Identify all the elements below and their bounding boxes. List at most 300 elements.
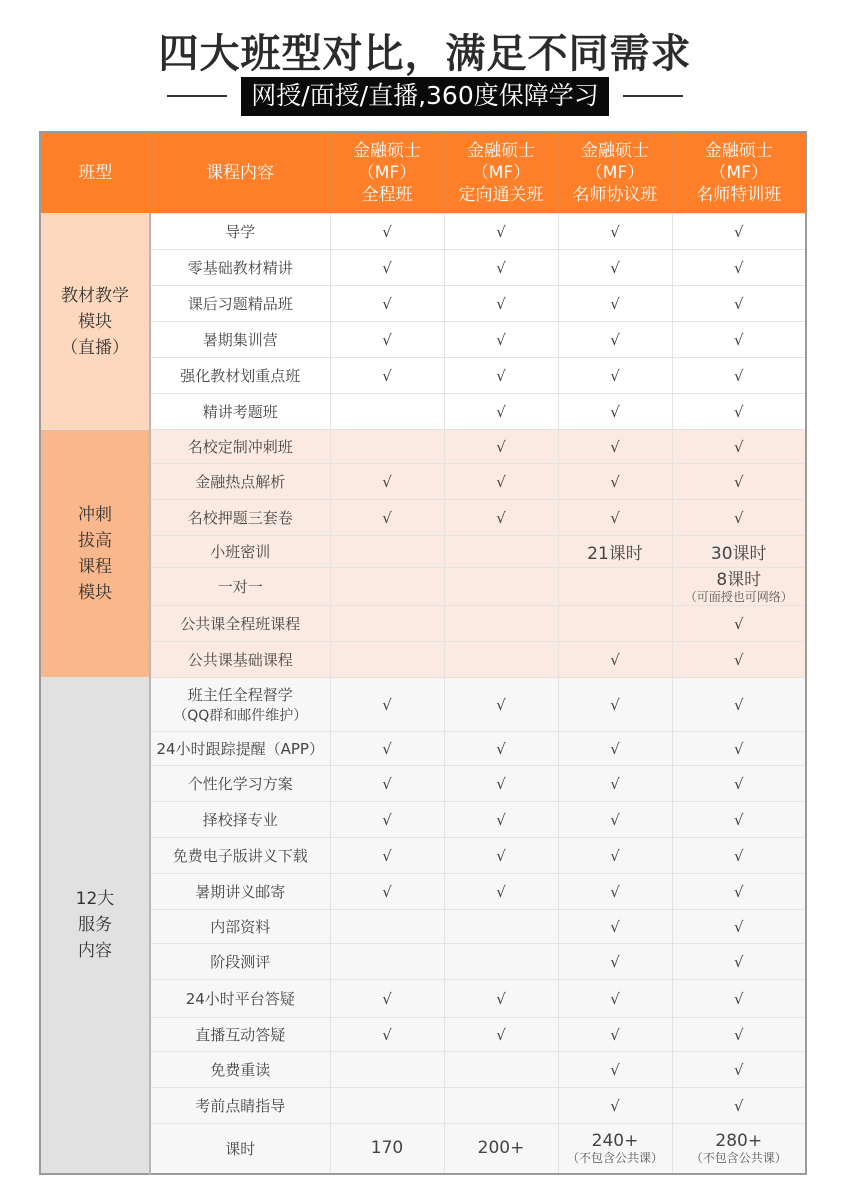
course-name (150, 1124, 330, 1174)
table-row (40, 606, 806, 642)
check-icon-cell (330, 980, 444, 1018)
check-icon: √ (496, 774, 506, 793)
check-icon-cell (330, 838, 444, 874)
check-icon-cell (558, 838, 672, 874)
course-label: 导学 (225, 223, 256, 241)
plan-code: （MF） (471, 163, 531, 183)
value-cell (330, 1088, 444, 1124)
check-icon: √ (382, 330, 392, 349)
check-icon-cell (558, 394, 672, 430)
course-label: 课时 (225, 1139, 256, 1158)
check-icon-cell (558, 642, 672, 678)
check-icon: √ (496, 222, 506, 241)
check-icon: √ (382, 508, 392, 527)
section-label (40, 678, 150, 1174)
check-icon: √ (382, 294, 392, 313)
course-name (150, 1052, 330, 1088)
check-icon-cell (558, 430, 672, 464)
check-icon-cell (672, 802, 806, 838)
course-name (150, 1088, 330, 1124)
check-icon-cell (330, 464, 444, 500)
table-row (40, 500, 806, 536)
check-icon-cell (672, 874, 806, 910)
check-icon-cell (558, 732, 672, 766)
value-cell (558, 606, 672, 642)
value-cell (444, 910, 558, 944)
course-name (150, 322, 330, 358)
check-icon: √ (733, 739, 744, 758)
check-icon-cell (330, 214, 444, 250)
check-icon: √ (610, 774, 620, 793)
check-icon-cell (558, 1088, 672, 1124)
column-header-course: 课程内容 (150, 132, 330, 214)
course-label: 直播互动答疑 (195, 1026, 286, 1044)
plan-type: 名师特训班 (696, 185, 782, 205)
table-row (40, 464, 806, 500)
section-label (40, 214, 150, 430)
table-row (40, 874, 806, 910)
course-name (150, 642, 330, 678)
check-icon: √ (496, 739, 506, 758)
section-label-line: 内容 (78, 941, 112, 962)
check-icon-cell (672, 944, 806, 980)
table-row (40, 1124, 806, 1174)
check-icon-cell (330, 874, 444, 910)
section-label-line: 拔高 (78, 530, 112, 551)
check-icon-cell (444, 678, 558, 732)
section-label-line: 12大 (75, 889, 115, 910)
check-icon: √ (496, 508, 506, 527)
check-icon-cell (558, 910, 672, 944)
check-icon: √ (733, 366, 744, 385)
check-icon-cell (444, 430, 558, 464)
check-icon-cell (672, 910, 806, 944)
subtitle-banner (0, 76, 850, 116)
column-header-plan-special (672, 132, 806, 214)
check-icon: √ (496, 1025, 506, 1044)
check-icon: √ (733, 917, 744, 936)
check-icon: √ (496, 695, 506, 714)
check-icon: √ (733, 989, 744, 1008)
course-label: 强化教材划重点班 (180, 367, 301, 385)
check-icon-cell (672, 500, 806, 536)
course-label: 名校定制冲刺班 (187, 438, 293, 456)
check-icon-cell (558, 874, 672, 910)
check-icon-cell (444, 322, 558, 358)
check-icon: √ (382, 810, 392, 829)
check-icon: √ (733, 330, 744, 349)
course-label: 阶段测评 (210, 953, 271, 971)
check-icon-cell (330, 802, 444, 838)
course-label: 24小时跟踪提醒（APP） (156, 740, 324, 758)
check-icon-cell (672, 358, 806, 394)
check-icon-cell (672, 1052, 806, 1088)
check-icon-cell (672, 980, 806, 1018)
table-row (40, 358, 806, 394)
value-main: 8课时 (716, 569, 762, 590)
check-icon-cell (330, 678, 444, 732)
course-label: 小班密训 (210, 543, 271, 561)
course-name (150, 286, 330, 322)
course-name (150, 838, 330, 874)
table-row (40, 430, 806, 464)
course-label: 24小时平台答疑 (185, 990, 295, 1008)
check-icon: √ (382, 1025, 392, 1044)
check-icon-cell (558, 802, 672, 838)
value-cell (330, 1052, 444, 1088)
course-label: 名校押题三套卷 (187, 509, 293, 527)
check-icon: √ (610, 846, 620, 865)
check-icon: √ (610, 650, 620, 669)
check-icon: √ (733, 1060, 744, 1079)
table-row (40, 802, 806, 838)
table-row (40, 568, 806, 606)
course-label: 免费电子版讲义下载 (172, 847, 308, 865)
check-icon: √ (733, 437, 744, 456)
check-icon-cell (558, 1052, 672, 1088)
check-icon: √ (382, 472, 392, 491)
check-icon: √ (496, 258, 506, 277)
course-label: 一对一 (217, 578, 263, 596)
value-cell (330, 430, 444, 464)
value-cell (330, 944, 444, 980)
check-icon: √ (733, 650, 744, 669)
check-icon: √ (610, 222, 620, 241)
value-note: （可面授也可网络） (684, 589, 793, 604)
plan-name: 金融硕士 (353, 141, 421, 161)
check-icon: √ (733, 695, 744, 714)
check-icon-cell (444, 732, 558, 766)
check-icon: √ (733, 810, 744, 829)
check-icon: √ (496, 437, 506, 456)
value-cell (330, 910, 444, 944)
check-icon: √ (382, 222, 392, 241)
course-name (150, 214, 330, 250)
check-icon-cell (444, 766, 558, 802)
course-name (150, 766, 330, 802)
check-icon: √ (733, 402, 744, 421)
check-icon: √ (496, 846, 506, 865)
check-icon: √ (610, 952, 620, 971)
check-icon-cell (444, 464, 558, 500)
check-icon: √ (610, 810, 620, 829)
value-text: 21课时 (587, 544, 643, 564)
divider-right (623, 95, 683, 97)
check-icon-cell (444, 500, 558, 536)
check-icon-cell (444, 980, 558, 1018)
value-cell (672, 1124, 806, 1174)
check-icon: √ (382, 739, 392, 758)
check-icon-cell (558, 322, 672, 358)
section-label-line: 服务 (78, 915, 112, 936)
table-row (40, 1088, 806, 1124)
check-icon-cell (330, 286, 444, 322)
check-icon: √ (610, 437, 620, 456)
check-icon-cell (444, 874, 558, 910)
value-cell (444, 642, 558, 678)
check-icon-cell (672, 394, 806, 430)
section-label-line: 课程 (78, 556, 112, 577)
value-cell (558, 1124, 672, 1174)
check-icon: √ (733, 774, 744, 793)
table-row (40, 678, 806, 732)
check-icon: √ (610, 739, 620, 758)
course-label: 公共课全程班课程 (180, 615, 301, 633)
check-icon: √ (382, 695, 392, 714)
check-icon: √ (610, 695, 620, 714)
table-row (40, 838, 806, 874)
check-icon: √ (733, 508, 744, 527)
course-label: 课后习题精品班 (187, 295, 293, 313)
value-main: 280+ (715, 1131, 763, 1152)
check-icon-cell (444, 1018, 558, 1052)
value-cell (672, 536, 806, 568)
course-label: 精讲考题班 (202, 403, 278, 421)
check-icon-cell (672, 732, 806, 766)
column-header-plan-directed (444, 132, 558, 214)
check-icon: √ (610, 917, 620, 936)
plan-type: 名师协议班 (572, 185, 658, 205)
table-row (40, 1052, 806, 1088)
check-icon: √ (733, 294, 744, 313)
check-icon: √ (733, 614, 744, 633)
page-title: 四大班型对比，满足不同需求 (158, 31, 692, 77)
check-icon: √ (496, 810, 506, 829)
check-icon-cell (558, 464, 672, 500)
section-label-line: （直播） (61, 337, 129, 358)
table-row (40, 286, 806, 322)
value-cell (558, 568, 672, 606)
check-icon: √ (496, 330, 506, 349)
check-icon-cell (672, 286, 806, 322)
course-name (150, 500, 330, 536)
value-note: （不包含公共课） (566, 1151, 663, 1166)
check-icon: √ (610, 882, 620, 901)
check-icon: √ (610, 402, 620, 421)
check-icon-cell (558, 358, 672, 394)
course-name (150, 910, 330, 944)
check-icon: √ (496, 402, 506, 421)
value-note: （不包含公共课） (690, 1151, 787, 1166)
check-icon-cell (444, 802, 558, 838)
course-label: 暑期讲义邮寄 (195, 883, 286, 901)
table-row (40, 250, 806, 286)
check-icon: √ (610, 1096, 620, 1115)
section-label-line: 模块 (78, 311, 112, 332)
check-icon: √ (496, 989, 506, 1008)
plan-name: 金融硕士 (581, 141, 649, 161)
check-icon-cell (672, 678, 806, 732)
table-row (40, 642, 806, 678)
plan-type: 全程班 (361, 185, 413, 205)
check-icon-cell (330, 732, 444, 766)
section-label-line: 教材教学 (61, 285, 129, 306)
check-icon: √ (496, 882, 506, 901)
check-icon-cell (672, 214, 806, 250)
course-label: 班主任全程督学 (187, 686, 293, 704)
value-cell (444, 536, 558, 568)
value-cell (444, 1088, 558, 1124)
course-sublabel: （QQ群和邮件维护） (173, 708, 308, 724)
table-row (40, 732, 806, 766)
column-header-type: 班型 (40, 132, 150, 214)
check-icon: √ (610, 330, 620, 349)
check-icon-cell (558, 500, 672, 536)
check-icon-cell (558, 944, 672, 980)
check-icon: √ (382, 989, 392, 1008)
check-icon-cell (672, 606, 806, 642)
course-name (150, 606, 330, 642)
comparison-table (39, 131, 807, 1175)
check-icon-cell (558, 214, 672, 250)
course-name (150, 980, 330, 1018)
table-row (40, 536, 806, 568)
value-cell (672, 568, 806, 606)
course-label: 金融热点解析 (195, 473, 286, 491)
value-cell (444, 1052, 558, 1088)
plan-code: （MF） (357, 163, 417, 183)
check-icon-cell (672, 1018, 806, 1052)
check-icon-cell (330, 766, 444, 802)
value-cell (558, 536, 672, 568)
check-icon: √ (382, 366, 392, 385)
check-icon: √ (382, 774, 392, 793)
check-icon: √ (496, 294, 506, 313)
course-label: 暑期集训营 (202, 331, 278, 349)
check-icon-cell (672, 322, 806, 358)
course-label: 考前点睛指导 (195, 1097, 286, 1115)
check-icon: √ (610, 258, 620, 277)
value-cell (330, 1124, 444, 1174)
section-label (40, 430, 150, 678)
table-row (40, 322, 806, 358)
section-label-line: 冲刺 (78, 504, 112, 525)
value-cell (444, 606, 558, 642)
header-row (40, 132, 806, 214)
check-icon-cell (672, 642, 806, 678)
course-name (150, 874, 330, 910)
check-icon-cell (672, 766, 806, 802)
check-icon: √ (733, 222, 744, 241)
check-icon: √ (496, 366, 506, 385)
column-header-plan-agreement (558, 132, 672, 214)
course-label: 公共课基础课程 (187, 651, 293, 669)
course-name (150, 678, 330, 732)
course-label: 个性化学习方案 (187, 775, 293, 793)
plan-code: （MF） (585, 163, 645, 183)
check-icon-cell (672, 1088, 806, 1124)
check-icon: √ (610, 294, 620, 313)
plan-type: 定向通关班 (458, 185, 544, 205)
check-icon-cell (330, 250, 444, 286)
plan-code: （MF） (709, 163, 768, 183)
course-name (150, 1018, 330, 1052)
check-icon: √ (610, 472, 620, 491)
check-icon: √ (382, 882, 392, 901)
check-icon-cell (330, 1018, 444, 1052)
value-cell (444, 1124, 558, 1174)
check-icon: √ (733, 1025, 744, 1044)
value-cell (330, 568, 444, 606)
check-icon-cell (672, 250, 806, 286)
value-cell (330, 394, 444, 430)
value-text: 200+ (477, 1138, 525, 1159)
course-name (150, 732, 330, 766)
check-icon-cell (444, 250, 558, 286)
table-row (40, 910, 806, 944)
plan-name: 金融硕士 (704, 141, 773, 161)
table-row (40, 214, 806, 250)
check-icon-cell (330, 500, 444, 536)
check-icon-cell (558, 286, 672, 322)
check-icon-cell (558, 980, 672, 1018)
course-label: 免费重读 (210, 1061, 271, 1079)
check-icon-cell (558, 1018, 672, 1052)
course-name (150, 430, 330, 464)
check-icon-cell (558, 678, 672, 732)
check-icon-cell (558, 766, 672, 802)
table-row (40, 766, 806, 802)
check-icon-cell (672, 430, 806, 464)
check-icon-cell (558, 250, 672, 286)
course-name (150, 944, 330, 980)
table-row (40, 1018, 806, 1052)
check-icon-cell (444, 358, 558, 394)
check-icon-cell (330, 358, 444, 394)
check-icon: √ (733, 472, 744, 491)
check-icon-cell (672, 838, 806, 874)
table-row (40, 980, 806, 1018)
value-cell (444, 944, 558, 980)
value-cell (330, 536, 444, 568)
check-icon-cell (444, 838, 558, 874)
table-row (40, 394, 806, 430)
check-icon-cell (444, 394, 558, 430)
course-label: 零基础教材精讲 (187, 259, 293, 277)
value-cell (444, 568, 558, 606)
value-cell (330, 642, 444, 678)
course-name (150, 394, 330, 430)
check-icon-cell (672, 464, 806, 500)
check-icon: √ (733, 846, 744, 865)
course-name (150, 250, 330, 286)
check-icon: √ (610, 1060, 620, 1079)
check-icon: √ (733, 882, 744, 901)
check-icon: √ (733, 1096, 744, 1115)
subtitle: 网授/面授/直播,360度保障学习 (241, 77, 609, 116)
plan-name: 金融硕士 (467, 141, 535, 161)
check-icon: √ (382, 846, 392, 865)
check-icon: √ (610, 1025, 620, 1044)
course-name (150, 568, 330, 606)
course-name (150, 464, 330, 500)
check-icon-cell (330, 322, 444, 358)
check-icon: √ (610, 508, 620, 527)
course-name (150, 358, 330, 394)
section-label-line: 模块 (78, 582, 112, 603)
table-row (40, 944, 806, 980)
check-icon-cell (444, 214, 558, 250)
check-icon: √ (610, 366, 620, 385)
course-name (150, 802, 330, 838)
divider-left (167, 95, 227, 97)
check-icon: √ (382, 258, 392, 277)
check-icon: √ (733, 258, 744, 277)
value-cell (330, 606, 444, 642)
check-icon: √ (610, 989, 620, 1008)
column-header-plan-full (330, 132, 444, 214)
check-icon-cell (444, 286, 558, 322)
